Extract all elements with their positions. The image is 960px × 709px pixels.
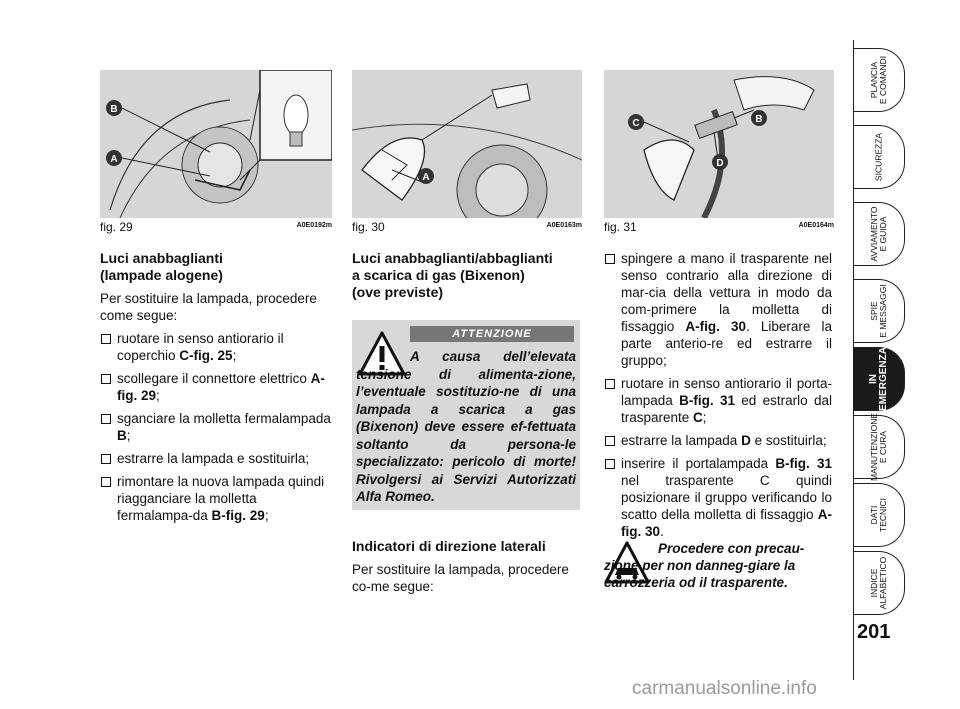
list-item: sganciare la molletta fermalampada B; bbox=[100, 410, 334, 444]
figure-29-code: A0E0192m bbox=[296, 222, 332, 229]
figure-31-marker-d-label: D bbox=[716, 158, 724, 169]
intro-text-2: Per sostituire la lampada, procedere co-me segue: bbox=[352, 562, 569, 594]
figure-29-label: fig. 29 bbox=[100, 220, 133, 234]
heading-line-3: (ove previste) bbox=[352, 284, 444, 300]
list-item: rimontare la nuova lampada quindi riagganciare la molletta fermalampa-da B-fig. 29; bbox=[100, 473, 334, 524]
section-heading-bixenon bbox=[352, 250, 582, 301]
list-item: ruotare in senso antiorario il coperchio C-fig. 25; bbox=[100, 330, 334, 364]
tab-dati-tecnici[interactable]: DATI TECNICI bbox=[853, 483, 905, 547]
list-item: inserire il portalampada B-fig. 31 nel trasparente C quindi posizionare il gruppo verificando lo scatto della molletta di fissaggio A-fig. 30. bbox=[604, 455, 832, 540]
figure-29-marker-b-label: B bbox=[110, 104, 118, 115]
list-item: estrarre la lampada e sostituirla; bbox=[100, 450, 334, 467]
column-1 bbox=[100, 250, 334, 530]
heading-line-2: (lampade alogene) bbox=[100, 267, 223, 283]
figure-31-marker-c-label: C bbox=[632, 118, 640, 129]
list-item: ruotare in senso antiorario il porta-lampada B-fig. 31 ed estrarlo dal trasparente C; bbox=[604, 375, 832, 426]
heading-line-2: a scarica di gas (Bixenon) bbox=[352, 267, 525, 283]
tab-spie-e-messaggi[interactable]: SPIE E MESSAGGI bbox=[853, 279, 905, 343]
heading-line-1: Luci anabbaglianti/abbaglianti bbox=[352, 250, 553, 266]
watermark: carmanualsonline.info bbox=[632, 678, 817, 699]
intro-text: Per sostituire la lampada, procedere come segue: bbox=[100, 291, 317, 323]
list-item: scollegare il connettore elettrico A-fig. 29; bbox=[100, 370, 334, 404]
tab-indice-alfabetico[interactable]: INDICE ALFABETICO bbox=[853, 551, 905, 615]
list-item: spingere a mano il trasparente nel senso contrario alla direzione di mar-cia della vettura in modo da com-primere la molletta di fissaggio A-fig. 30. Liberare la parte anterio-re ed estrarre il gruppo; bbox=[604, 250, 832, 369]
warning-box bbox=[352, 320, 580, 510]
figure-29-marker-a-label: A bbox=[110, 154, 118, 165]
figure-30-marker-a-label: A bbox=[422, 172, 430, 183]
caution-text: Procedere con precau-zione per non danneg-giare la carrozzeria od il trasparente. bbox=[604, 541, 805, 590]
tab-sicurezza[interactable]: SICUREZZA bbox=[853, 125, 905, 189]
caution-note bbox=[604, 540, 834, 616]
tab-in-emergenza[interactable]: IN EMERGENZA bbox=[853, 347, 905, 411]
figure-29-image bbox=[100, 70, 332, 218]
figure-30-caption bbox=[352, 220, 582, 234]
page-number: 201 bbox=[857, 621, 891, 643]
figure-31-code: A0E0164m bbox=[798, 222, 834, 229]
column-3 bbox=[604, 250, 832, 546]
figure-31-image bbox=[604, 70, 834, 218]
figure-31-caption bbox=[604, 220, 834, 234]
figure-29-caption bbox=[100, 220, 332, 234]
tab-plancia-e-comandi[interactable]: PLANCIA E COMANDI bbox=[853, 48, 905, 112]
figure-30-label: fig. 30 bbox=[352, 220, 385, 234]
column-2 bbox=[352, 250, 582, 307]
section-heading-halogen bbox=[100, 250, 334, 284]
figure-31-label: fig. 31 bbox=[604, 220, 637, 234]
figure-30-code: A0E0163m bbox=[546, 222, 582, 229]
heading-line-1: Luci anabbaglianti bbox=[100, 250, 223, 266]
warning-text: A causa dell’elevata tensione di alimenta-zione, l’eventuale sostituzio-ne di una lampada a scarica a gas (Bixenon) deve essere ef-fettuata soltanto da persona-le specializzato: pericolo di morte! Rivolgersi ai Servizi Autorizzati Alfa Romeo. bbox=[356, 349, 576, 504]
warning-title: ATTENZIONE bbox=[410, 326, 574, 342]
figure-30-image bbox=[352, 70, 582, 218]
list-item: estrarre la lampada D e sostituirla; bbox=[604, 432, 832, 449]
figure-31-marker-b-label: B bbox=[755, 114, 763, 125]
column-2-lower bbox=[352, 538, 582, 601]
chapter-sidebar bbox=[853, 40, 913, 680]
tab-avviamento-e-guida[interactable]: AVVIAMENTO E GUIDA bbox=[853, 202, 905, 266]
tab-manutenzione-e-cura[interactable]: MANUTENZIONE E CURA bbox=[853, 415, 905, 479]
section-heading-indicators: Indicatori di direzione laterali bbox=[352, 538, 546, 554]
